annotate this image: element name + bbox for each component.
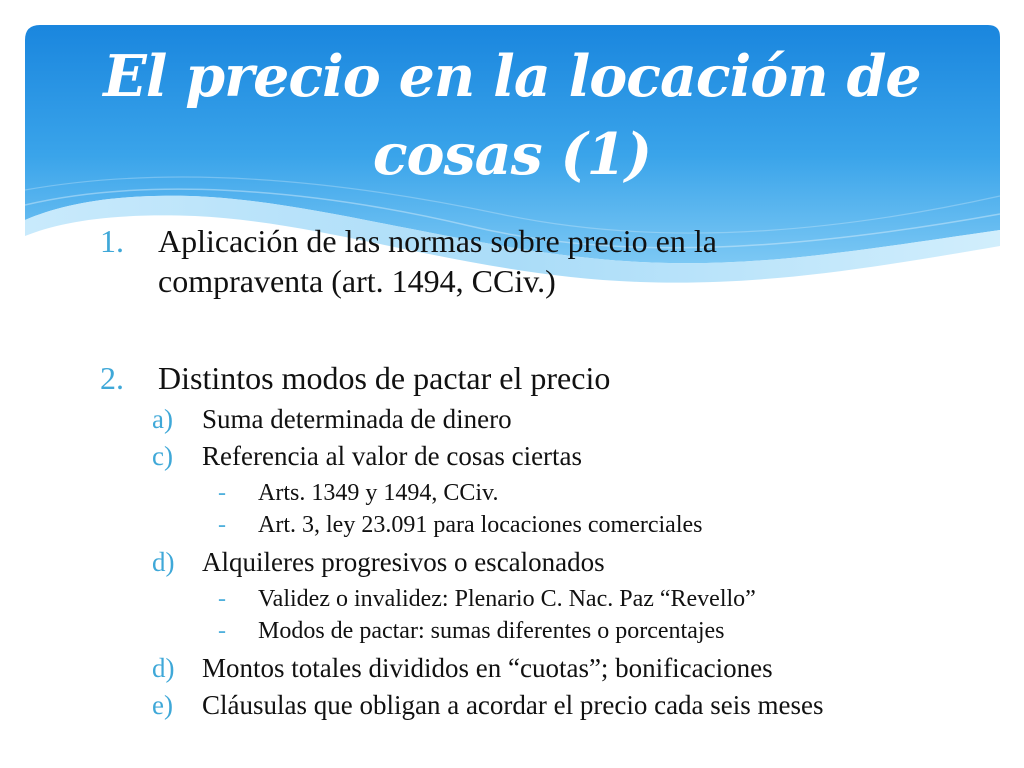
list-marker: a) bbox=[152, 404, 173, 434]
list-item-text: compraventa (art. 1494, CCiv.) bbox=[158, 263, 556, 299]
list-marker: 2. bbox=[100, 360, 124, 396]
sub-item-text: Cláusulas que obligan a acordar el precio cada seis meses bbox=[202, 690, 824, 720]
sub-item-text: Referencia al valor de cosas ciertas bbox=[202, 441, 583, 471]
list-marker: d) bbox=[152, 653, 175, 683]
sub-item-text: Montos totales divididos en “cuotas”; bonificaciones bbox=[202, 653, 773, 683]
dash-marker: - bbox=[218, 618, 226, 644]
list-marker: e) bbox=[152, 690, 173, 720]
list-marker: d) bbox=[152, 547, 175, 577]
sub-sub-item-text: Validez o invalidez: Plenario C. Nac. Paz “Revello” bbox=[258, 586, 756, 612]
list-item-text: Distintos modos de pactar el precio bbox=[158, 360, 611, 396]
sub-item-text: Suma determinada de dinero bbox=[202, 404, 512, 434]
dash-marker: - bbox=[218, 586, 226, 612]
list-item-1-continuation bbox=[158, 262, 556, 300]
sub-sub-item-text: Art. 3, ley 23.091 para locaciones comerciales bbox=[258, 512, 703, 538]
slide-title-line-1: El precio en la locación de bbox=[103, 43, 921, 110]
dash-marker: - bbox=[218, 512, 226, 538]
dash-marker: - bbox=[218, 480, 226, 506]
sub-sub-item-text: Modos de pactar: sumas diferentes o porcentajes bbox=[258, 618, 725, 644]
sub-item-text: Alquileres progresivos o escalonados bbox=[202, 547, 605, 577]
sub-sub-item-text: Arts. 1349 y 1494, CCiv. bbox=[258, 480, 499, 506]
list-item-text: Aplicación de las normas sobre precio en la bbox=[158, 223, 717, 259]
list-marker: 1. bbox=[100, 223, 124, 259]
list-marker: c) bbox=[152, 441, 173, 471]
slide-title-line-2: cosas (1) bbox=[372, 121, 652, 188]
